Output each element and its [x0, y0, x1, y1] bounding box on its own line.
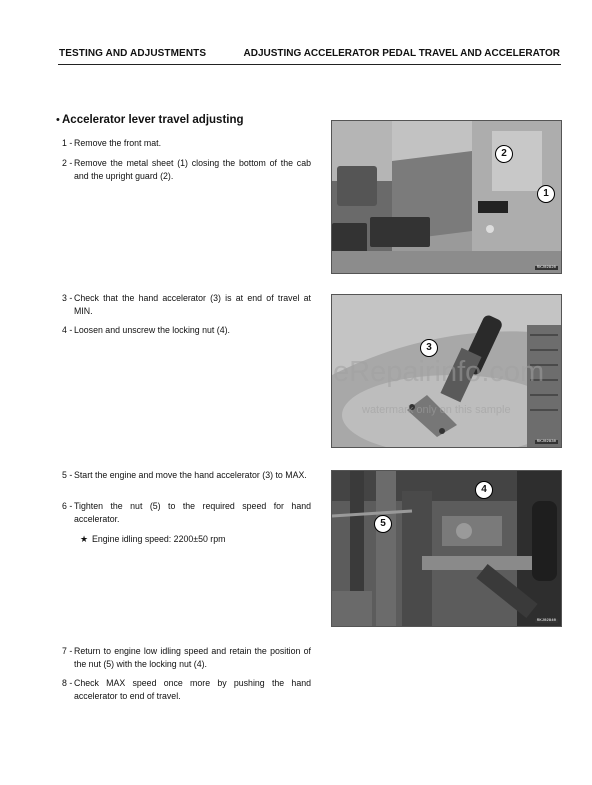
step-7 [62, 645, 311, 670]
note-idling-speed [80, 533, 328, 546]
step-6 [62, 500, 311, 525]
callout-5: 5 [374, 515, 392, 533]
step-number: 8 - [62, 678, 73, 688]
step-text: Remove the front mat. [74, 138, 162, 148]
step-text: Check that the hand accelerator (3) is at end of travel at MIN. [74, 293, 311, 316]
step-text: Start the engine and move the hand accelerator (3) to MAX. [74, 470, 307, 480]
step-number: 2 - [62, 158, 73, 168]
step-number: 5 - [62, 470, 73, 480]
section-title: Accelerator lever travel adjusting [62, 114, 244, 126]
watermark-site: eRepairinfo.com [333, 356, 545, 388]
photo-code: RKJ02830 [536, 440, 556, 444]
photo-cab-floor [331, 120, 562, 274]
callout-3: 3 [420, 339, 438, 357]
step-8 [62, 677, 311, 702]
star-icon: ★ [80, 534, 88, 544]
callout-2: 2 [495, 145, 513, 163]
section-bullet: • [56, 114, 60, 126]
step-4 [62, 324, 310, 337]
step-number: 7 - [62, 646, 73, 656]
header-rule [58, 64, 561, 65]
step-number: 4 - [62, 325, 73, 335]
step-1 [62, 137, 310, 150]
step-2 [62, 157, 311, 182]
callout-4: 4 [475, 481, 493, 499]
step-3 [62, 292, 311, 317]
step-number: 1 - [62, 138, 73, 148]
header-right: ADJUSTING ACCELERATOR PEDAL TRAVEL AND ACCELERATOR [243, 48, 560, 59]
photo-code: RKJ02820 [536, 266, 556, 270]
watermark-note: watermark only on this sample [362, 404, 511, 416]
step-5 [62, 469, 311, 482]
step-text: Tighten the nut (5) to the required speed for hand accelerator. [74, 501, 311, 524]
step-number: 6 - [62, 501, 73, 511]
photo-accelerator-linkage-art [332, 471, 561, 626]
photo-accelerator-linkage [331, 470, 562, 627]
step-text: Return to engine low idling speed and retain the position of the nut (5) with the locking nut (4). [74, 646, 311, 669]
header-left: TESTING AND ADJUSTMENTS [59, 48, 207, 59]
step-text: Remove the metal sheet (1) closing the bottom of the cab and the upright guard (2). [74, 158, 311, 181]
note-text: Engine idling speed: 2200±50 rpm [92, 534, 226, 544]
step-text: Loosen and unscrew the locking nut (4). [74, 325, 230, 335]
photo-cab-floor-art [332, 121, 561, 273]
callout-1: 1 [537, 185, 555, 203]
photo-code: RKJ02840 [536, 619, 556, 623]
step-number: 3 - [62, 293, 73, 303]
step-text: Check MAX speed once more by pushing the hand accelerator to end of travel. [74, 678, 311, 701]
